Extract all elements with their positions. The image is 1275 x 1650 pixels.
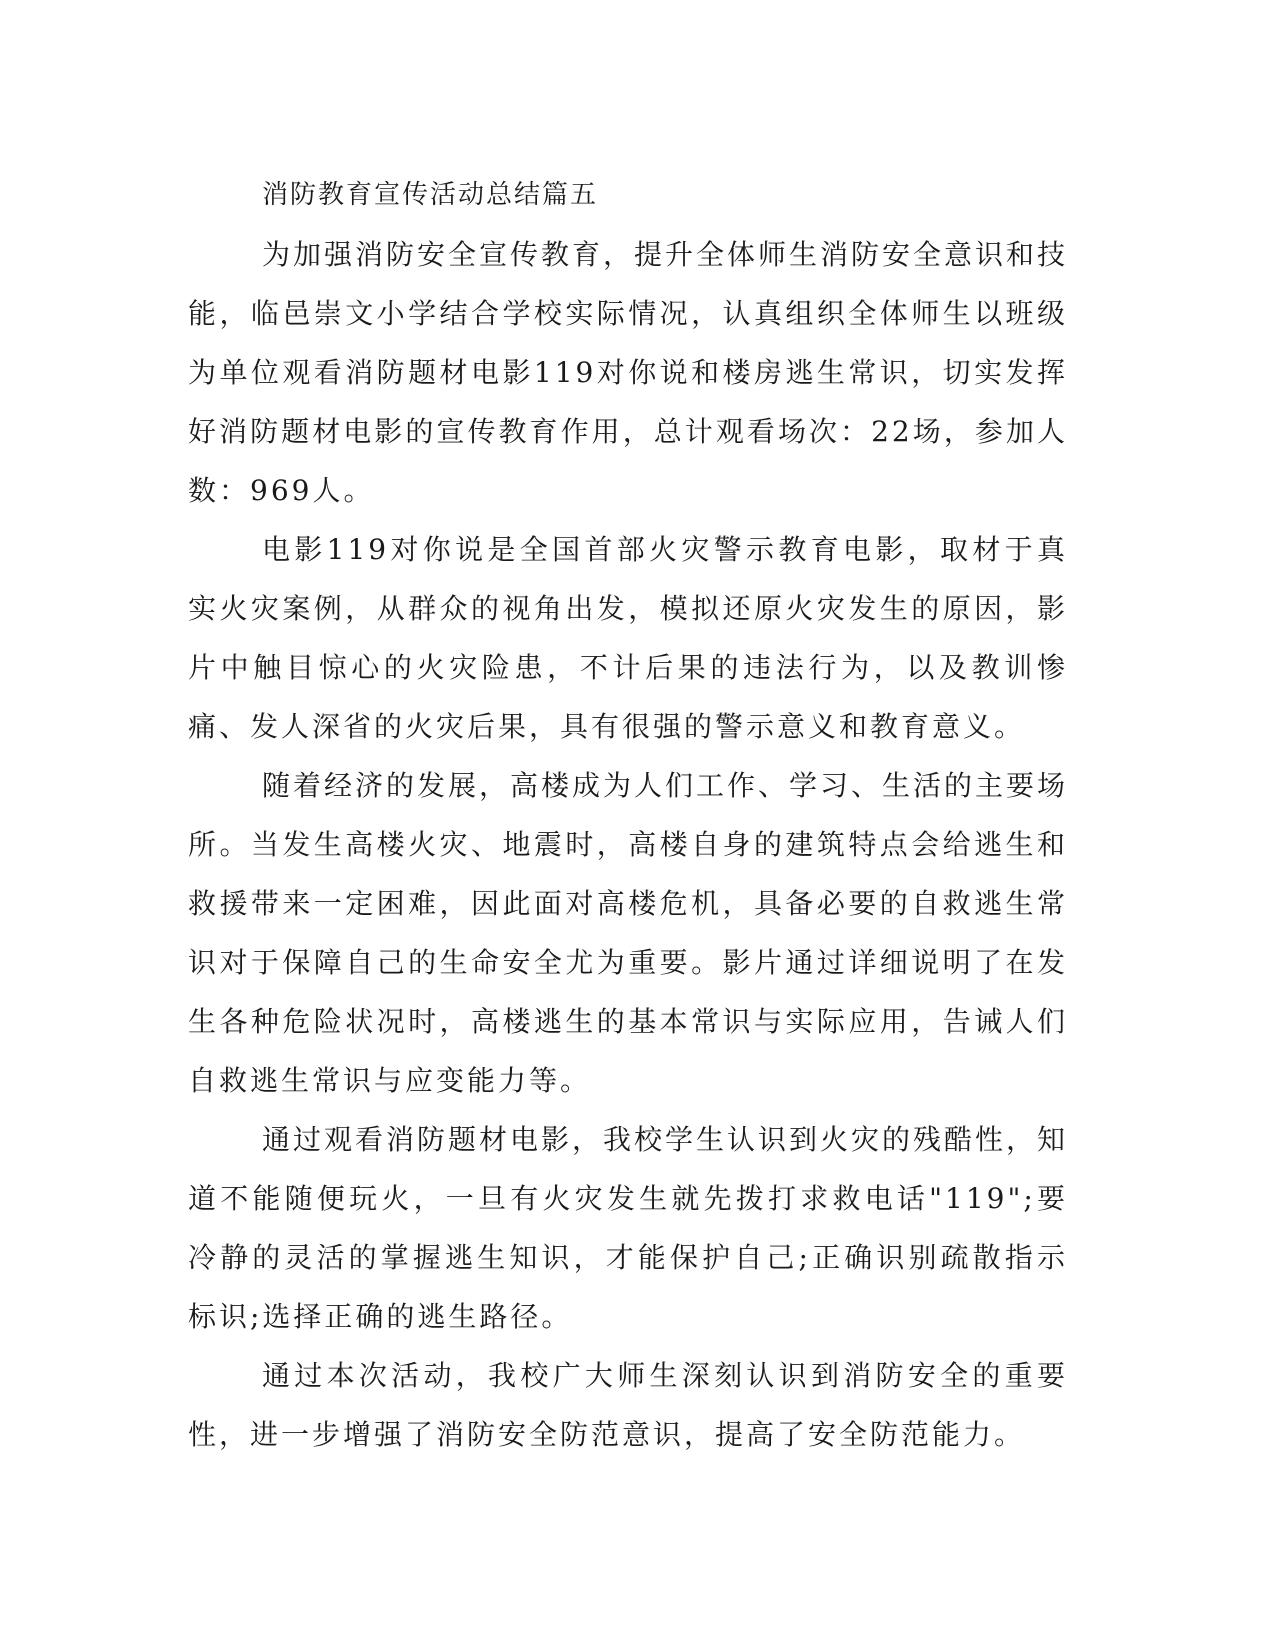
paragraph-4: 通过观看消防题材电影，我校学生认识到火灾的残酷性，知道不能随便玩火，一旦有火灾发生就先拨打求救电话"119";要冷静的灵活的掌握逃生知识，才能保护自己;正确识别疏散指示标识;选择正确的逃生路径。 (188, 1123, 1069, 1333)
document-title: 消防教育宣传活动总结篇五 (262, 180, 599, 210)
document-body (188, 166, 1068, 1464)
paragraph-5: 通过本次活动，我校广大师生深刻认识到消防安全的重要性，进一步增强了消防安全防范意识，提高了安全防范能力。 (188, 1359, 1068, 1451)
paragraph-3: 随着经济的发展，高楼成为人们工作、学习、生活的主要场所。当发生高楼火灾、地震时，高楼自身的建筑特点会给逃生和救援带来一定困难，因此面对高楼危机，具备必要的自救逃生常识对于保障自己的生命安全尤为重要。影片通过详细说明了在发生各种危险状况时，高楼逃生的基本常识与实际应用，告诫人们自救逃生常识与应变能力等。 (188, 769, 1069, 1097)
paragraph-2: 电影119对你说是全国首部火灾警示教育电影，取材于真实火灾案例，从群众的视角出发，模拟还原火灾发生的原因，影片中触目惊心的火灾险患，不计后果的违法行为，以及教训惨痛、发人深省的火灾后果，具有很强的警示意义和教育意义。 (188, 533, 1068, 743)
paragraph-1: 为加强消防安全宣传教育，提升全体师生消防安全意识和技能，临邑崇文小学结合学校实际情况，认真组织全体师生以班级为单位观看消防题材电影119对你说和楼房逃生常识，切实发挥好消防题材电影的宣传教育作用，总计观看场次：22场，参加人数：969人。 (188, 238, 1069, 507)
